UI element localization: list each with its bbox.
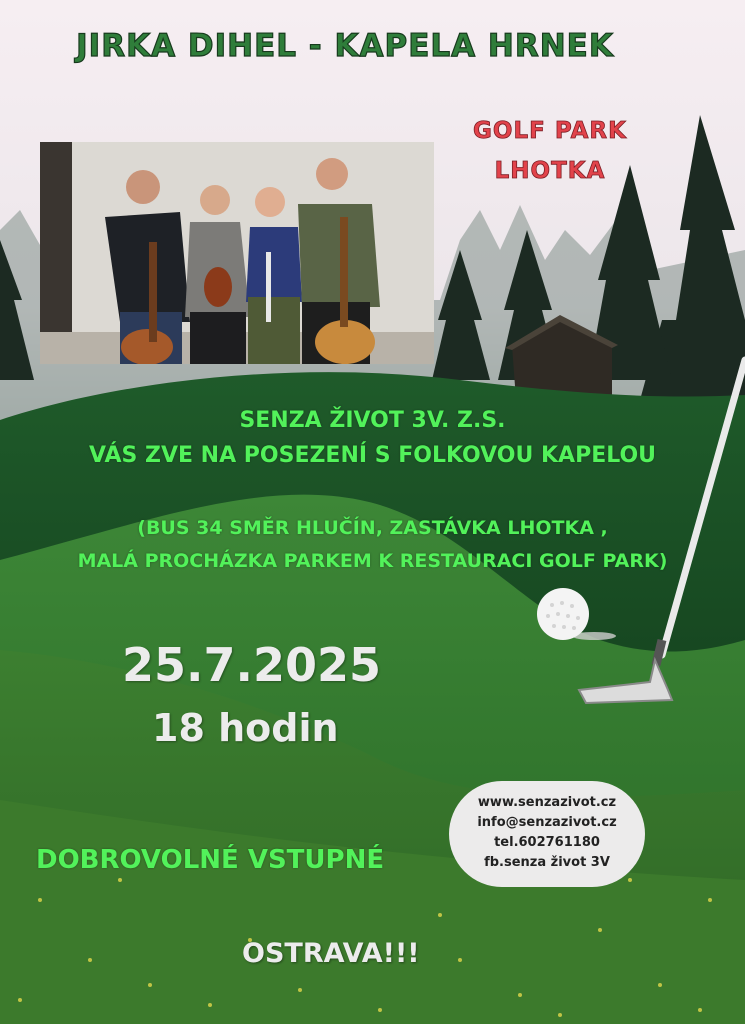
email-link[interactable]: info@senzazivot.cz: [477, 815, 617, 830]
invitation-text: VÁS ZVE NA POSEZENÍ S FOLKOVOU KAPELOU: [88, 443, 657, 468]
event-date: 25.7.2025: [122, 638, 381, 692]
venue-line-1: GOLF PARK: [473, 118, 627, 144]
band-photo: [40, 142, 434, 364]
entry-fee-text: DOBROVOLNÉ VSTUPNÉ: [36, 845, 385, 875]
event-time: 18 hodin: [152, 706, 339, 750]
phone-number: tel.602761180: [494, 835, 600, 850]
website-link[interactable]: www.senzazivot.cz: [477, 795, 617, 810]
bus-directions-line-2: MALÁ PROCHÁZKA PARKEM K RESTAURACI GOLF PARK): [77, 550, 668, 572]
bus-directions-line-1: (BUS 34 SMĚR HLUČÍN, ZASTÁVKA LHOTKA ,: [137, 517, 608, 539]
city-text: OSTRAVA!!!: [242, 938, 420, 969]
contact-box: [449, 781, 645, 887]
venue-line-2: LHOTKA: [494, 158, 606, 184]
facebook-link[interactable]: fb.senza život 3V: [484, 855, 610, 870]
band-title: JIRKA DIHEL - KAPELA HRNEK: [76, 28, 614, 64]
organizer-text: SENZA ŽIVOT 3V. Z.S.: [239, 408, 506, 433]
